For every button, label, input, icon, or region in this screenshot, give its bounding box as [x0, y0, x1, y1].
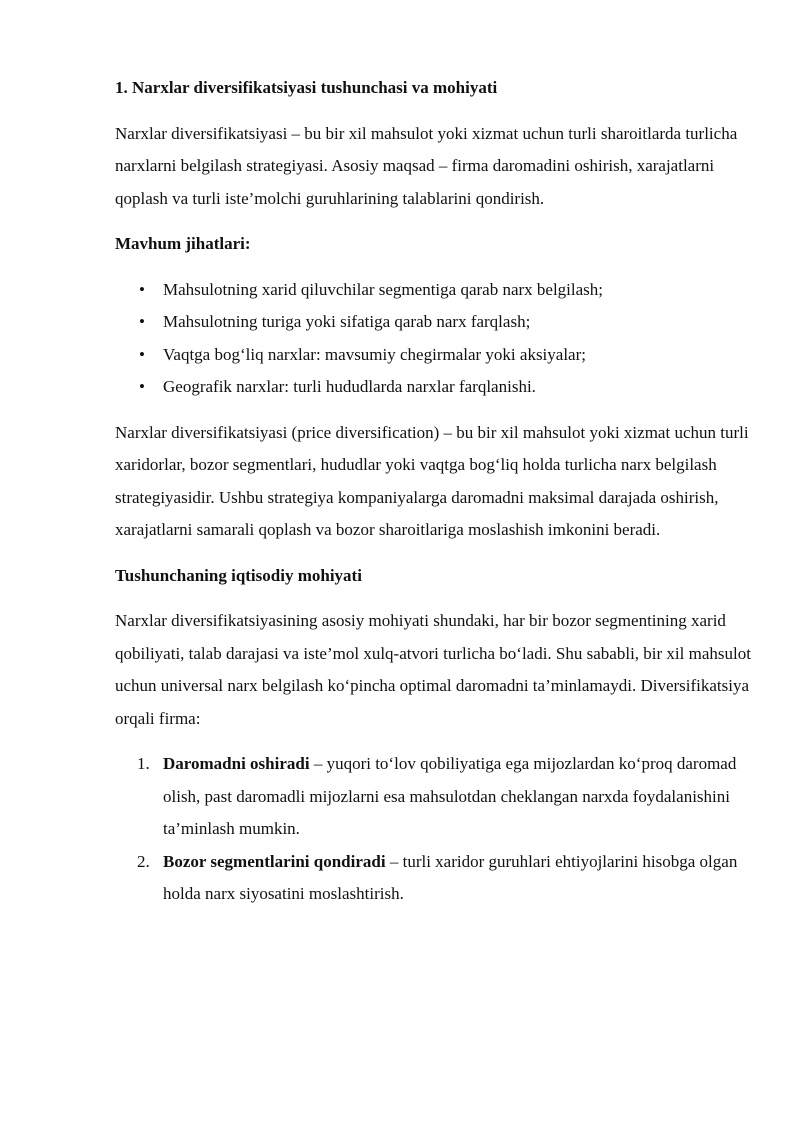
list-item	[139, 306, 755, 339]
list-item-text: Mahsulotning xarid qiluvchilar segmentiga qarab narx belgilash;	[163, 279, 603, 299]
list-item	[139, 339, 755, 372]
intro-paragraph: Narxlar diversifikatsiyasi – bu bir xil mahsulot yoki xizmat uchun turli sharoitlarda turlicha narxlarni belgilash strategiyasi. Asosiy maqsad – firma daromadini oshirish, xarajatlarni qoplash va turli iste’molchi guruhlarining talablarini qondirish.	[115, 123, 738, 208]
benefit-text: – turli xaridor guruhlari ehtiyojlarini hisobga olgan holda narx siyosatini moslashtirish.	[163, 851, 738, 903]
bullet-icon: •	[139, 344, 145, 364]
aspects-list	[115, 274, 755, 404]
definition-paragraph: Narxlar diversifikatsiyasi (price diversification) – bu bir xil mahsulot yoki xizmat uchun turli xaridorlar, bozor segmentlari, hududlar yoki vaqtga bog‘liq holda turlicha narx belgilash strategiyasidir. Ushbu strategiya kompaniyalarga daromadni maksimal darajada oshirish, xarajatlarni samarali qoplash va bozor sharoitlariga moslashish imkonini beradi.	[115, 422, 749, 539]
list-item-text: Geografik narxlar: turli hududlarda narxlar farqlanishi.	[163, 377, 536, 396]
list-item-text: Vaqtga bog‘liq narxlar: mavsumiy chegirmalar yoki aksiyalar;	[163, 344, 586, 364]
benefit-text: – yuqori to‘lov qobiliyatiga ega mijozlardan ko‘proq daromad olish, past daromadli mijozlarni esa mahsulotdan cheklangan narxda foydalanishini ta’minlash mumkin.	[163, 754, 737, 838]
list-number: 2.	[137, 851, 150, 871]
list-item	[139, 371, 755, 404]
benefits-list	[115, 748, 755, 911]
document-page	[115, 72, 755, 911]
list-item	[137, 748, 755, 846]
bullet-icon: •	[139, 312, 145, 331]
benefit-title: Bozor segmentlarini qondiradi	[163, 851, 386, 871]
aspects-heading: Mavhum jihatlari:	[115, 234, 251, 253]
list-item-text: Mahsulotning turiga yoki sifatiga qarab narx farqlash;	[163, 312, 531, 331]
list-item	[137, 846, 755, 911]
essence-paragraph: Narxlar diversifikatsiyasining asosiy mohiyati shundaki, har bir bozor segmentining xarid qobiliyati, talab darajasi va iste’mol xulq-atvori turlicha bo‘ladi. Shu sababli, bir xil mahsulot uchun universal narx belgilash ko‘pincha optimal daromadni ta’minlamaydi. Diversifikatsiya orqali firma:	[115, 611, 751, 728]
bullet-icon: •	[139, 279, 145, 299]
essence-heading: Tushunchaning iqtisodiy mohiyati	[115, 565, 362, 585]
section-title: 1. Narxlar diversifikatsiyasi tushunchasi va mohiyati	[115, 78, 498, 97]
benefit-title: Daromadni oshiradi	[163, 754, 310, 773]
list-number: 1.	[137, 754, 150, 773]
list-item	[139, 274, 755, 307]
bullet-icon: •	[139, 377, 145, 396]
